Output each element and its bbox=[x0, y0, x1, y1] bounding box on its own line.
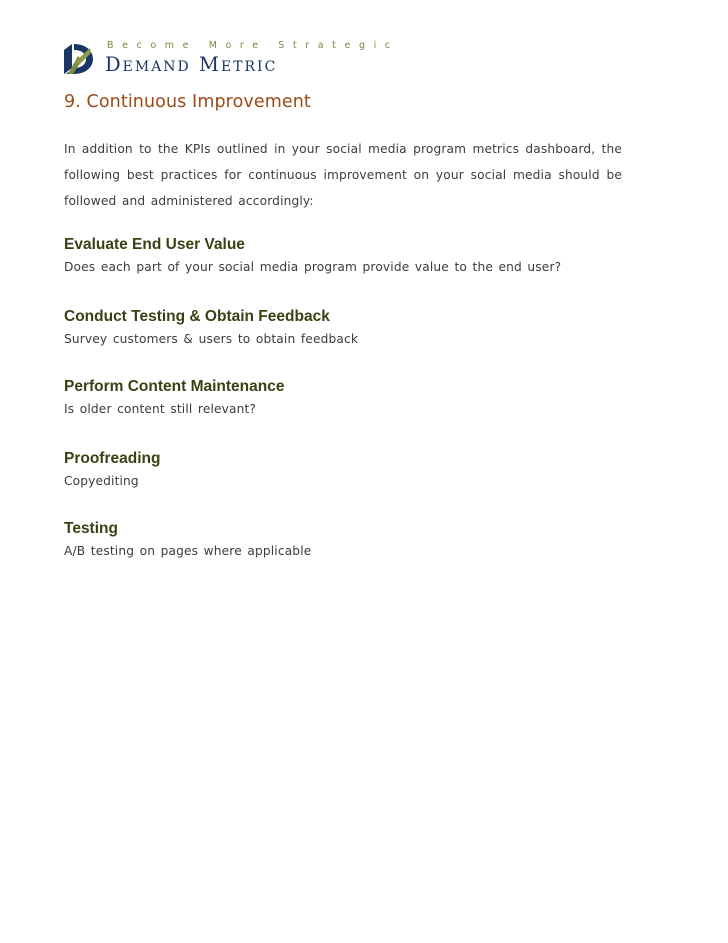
item-description: Does each part of your social media program provide value to the end user? bbox=[64, 260, 562, 274]
section-title: 9. Continuous Improvement bbox=[64, 92, 311, 112]
intro-paragraph: In addition to the KPIs outlined in your social media program metrics dashboard, the following best practices for continuous improvement on your social media should be followed and administered accordingly: bbox=[64, 142, 622, 208]
item-description: A/B testing on pages where applicable bbox=[64, 544, 312, 558]
item-description: Copyediting bbox=[64, 474, 139, 488]
item-heading: Conduct Testing & Obtain Feedback bbox=[64, 308, 330, 325]
best-practice-item bbox=[64, 308, 624, 348]
item-description: Survey customers & users to obtain feedback bbox=[64, 332, 359, 346]
logo-brand-name: Demand Metric bbox=[105, 53, 278, 76]
item-description: Is older content still relevant? bbox=[64, 402, 257, 416]
item-heading: Proofreading bbox=[64, 450, 161, 467]
best-practice-item bbox=[64, 520, 624, 560]
item-heading: Perform Content Maintenance bbox=[64, 378, 285, 395]
item-heading: Evaluate End User Value bbox=[64, 236, 245, 253]
best-practice-item bbox=[64, 236, 624, 276]
logo-tagline: Become More Strategic bbox=[107, 40, 399, 51]
best-practice-item bbox=[64, 378, 624, 418]
logo-mark-icon bbox=[64, 42, 94, 76]
best-practice-item bbox=[64, 450, 624, 490]
demand-metric-logo bbox=[64, 40, 399, 76]
item-heading: Testing bbox=[64, 520, 118, 537]
